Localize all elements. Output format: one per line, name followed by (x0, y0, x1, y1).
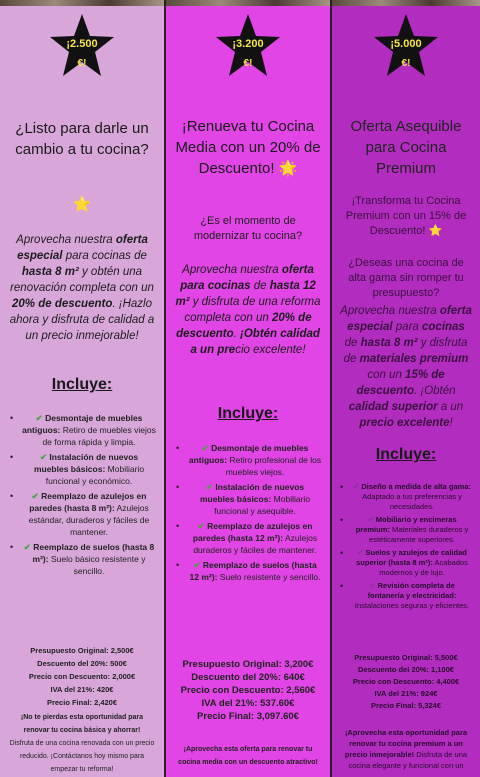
list-item: • ✔ Reemplazo de suelos (hasta 12 m²): Suelo resistente y sencillo. (188, 559, 322, 583)
budget-row: Precio Final: 3,097.60€ (197, 711, 299, 722)
cta-note: ¡Aprovecha esta oportunidad para renovar tu cocina premium a un precio inmejorable! Disfruta de una cocina elegante y funcional con un (344, 728, 468, 770)
checkmark-icon: ✔ (39, 452, 47, 462)
plan-title: ¿Listo para darle un cambio a tu cocina? (15, 120, 149, 158)
checkmark-icon: ✔ (23, 542, 31, 552)
star-emoji-icon: ⭐ (428, 225, 443, 237)
plan-card-premium (332, 0, 480, 777)
budget-row: Presupuesto Original: 3,200€ (182, 659, 314, 670)
checkmark-icon: ✔ (352, 482, 360, 491)
budget-row: IVA del 21%: 420€ (50, 685, 114, 694)
includes-heading: Incluye: (51, 376, 113, 393)
kitchen-photo-strip (332, 0, 480, 6)
budget-breakdown (166, 658, 330, 723)
list-item: • ✔ Desmontaje de muebles antiguos: Retiro de muebles viejos de forma rápida y limpia. (22, 412, 156, 448)
budget-row: IVA del 21%: 924€ (374, 689, 438, 698)
plan-description: Aprovecha nuestra oferta especial para cocinas de hasta 8 m² y obtén una renovación completa con un 20% de descuento. ¡Hazlo ahora y disfruta de calidad a un precio inmejorable! (9, 234, 155, 342)
budget-row: Presupuesto Original: 2,500€ (30, 646, 134, 655)
checkmark-icon: ✔ (367, 515, 374, 524)
plan-description: Aprovecha nuestra oferta para cocinas de hasta 12 m² y disfruta de una reforma completa con un 20% de descuento. ¡Obtén calidad a un precio excelente! (175, 264, 321, 356)
plan-title: Oferta Asequible para Cocina Premium (350, 118, 462, 177)
plan-card-basic (0, 0, 164, 777)
includes-heading: Incluye: (217, 405, 279, 422)
checkmark-icon: ✔ (357, 548, 364, 557)
price-amount: ¡2.500 (66, 38, 98, 50)
checkmark-icon: ✔ (197, 521, 205, 531)
plan-question: ¿Deseas una cocina de alta gama sin romper tu presupuesto? (348, 257, 464, 299)
plan-subtitle: ¡Transforma tu Cocina Premium con un 15% de Descuento! ⭐ (345, 195, 467, 237)
plan-title: ¡Renueva tu Cocina Media con un 20% de Descuento! 🌟 (175, 118, 321, 177)
cta-note: ¡No te pierdas esta oportunidad para renovar tu cocina básica y ahorrar! Disfruta de una cocina renovada con un precio reducido. ¡Contáctanos hoy mismo para empezar tu reforma! (9, 714, 155, 773)
includes-list (22, 412, 156, 580)
budget-row: Descuento del 20%: 1,100€ (358, 665, 454, 674)
price-amount: ¡5.000 (390, 38, 422, 50)
checkmark-icon: ✔ (369, 581, 376, 590)
list-item: • ✔ Instalación de nuevos muebles básicos: Mobiliario funcional y económico. (22, 451, 156, 487)
list-item: • ✔ Revisión completa de fontanería y electricidad: Instalaciones seguras y eficientes. (352, 581, 472, 611)
price-star-badge (216, 14, 280, 76)
star-emoji-icon: ⭐ (72, 196, 92, 213)
list-item: • ✔ Instalación de nuevos muebles básicos: Mobiliario funcional y asequible. (188, 481, 322, 517)
plan-subtitle: ¿Es el momento de modernizar tu cocina? (193, 215, 303, 242)
budget-row: Precio con Descuento: 2,560€ (180, 685, 316, 696)
checkmark-icon: ✔ (193, 560, 201, 570)
includes-heading: Incluye: (375, 446, 437, 463)
kitchen-photo-strip (166, 0, 330, 6)
list-item: • ✔ Diseño a medida de alta gama: Adaptado a tus preferencias y necesidades. (352, 482, 472, 512)
list-item: • ✔ Desmontaje de muebles antiguos: Retiro profesional de los muebles viejos. (188, 442, 322, 478)
budget-row: Precio Final: 2,420€ (46, 698, 118, 707)
plan-description: Aprovecha nuestra oferta especial para cocinas de hasta 8 m² y disfruta de materiales premium con un 15% de descuento. ¡Obtén calidad superior a un precio excelente! (340, 305, 472, 429)
plan-card-medium (166, 0, 330, 777)
cta-note: ¡Aprovecha esta oferta para renovar tu cocina media con un descuento atractivo! (178, 746, 318, 766)
price-star-badge (50, 14, 114, 76)
list-item: • ✔ Reemplazo de azulejos en paredes (hasta 8 m²): Azulejos estándar, duraderos y fáciles de mantener. (22, 490, 156, 538)
checkmark-icon: ✔ (201, 443, 209, 453)
list-item: • ✔ Reemplazo de suelos (hasta 8 m²): Suelo básico resistente y sencillo. (22, 541, 156, 577)
budget-row: Descuento del 20%: 500€ (37, 659, 127, 668)
budget-row: Descuento del 20%: 640€ (191, 672, 305, 683)
budget-row: Precio con Descuento: 4,400€ (352, 677, 460, 686)
budget-row: Precio con Descuento: 2,000€ (28, 672, 136, 681)
budget-breakdown (332, 652, 480, 712)
price-currency: €! (401, 58, 411, 69)
kitchen-photo-strip (0, 0, 164, 6)
list-item: • ✔ Suelos y azulejos de calidad superior (hasta 8 m²): Acabados modernos y de lujo. (352, 548, 472, 578)
list-item: • ✔ Reemplazo de azulejos en paredes (hasta 12 m²): Azulejos duraderos y fáciles de mantener. (188, 520, 322, 556)
price-star-badge (374, 14, 438, 76)
price-currency: €! (77, 58, 87, 69)
checkmark-icon: ✔ (205, 482, 213, 492)
checkmark-icon: ✔ (35, 413, 43, 423)
checkmark-icon: ✔ (31, 491, 39, 501)
price-currency: €! (243, 58, 253, 69)
price-amount: ¡3.200 (232, 38, 264, 50)
star-emoji-icon: 🌟 (278, 160, 298, 177)
budget-row: Precio Final: 5,324€ (370, 701, 442, 710)
budget-row: Presupuesto Original: 5,500€ (354, 653, 458, 662)
includes-list (352, 482, 472, 614)
budget-breakdown (0, 644, 164, 709)
includes-list (188, 442, 322, 586)
budget-row: IVA del 21%: 537.60€ (201, 698, 295, 709)
list-item: • ✔ Mobiliario y encimeras premium: Materiales duraderos y estéticamente superiores. (352, 515, 472, 545)
